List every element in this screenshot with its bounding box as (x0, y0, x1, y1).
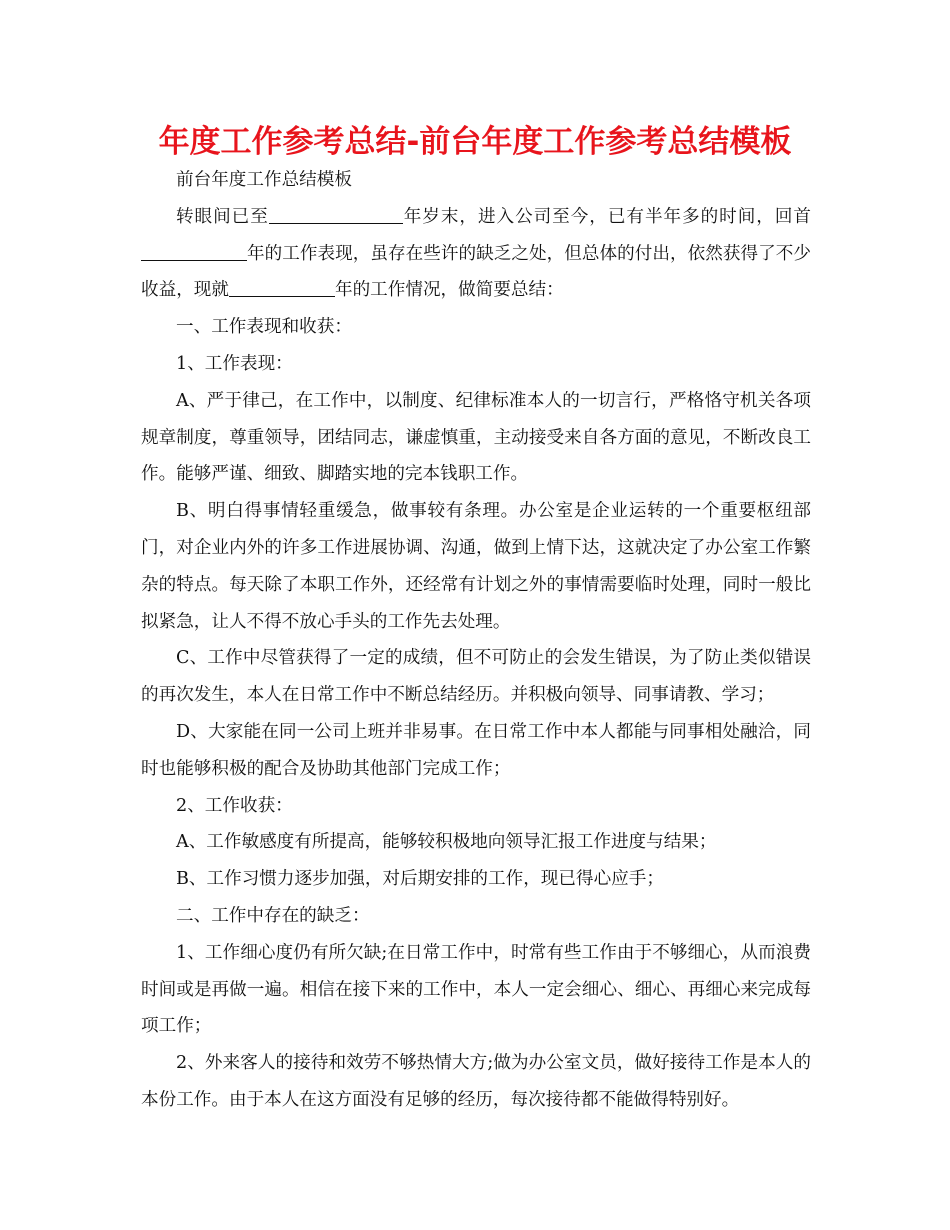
document-title: 年度工作参考总结-前台年度工作参考总结模板 (158, 124, 792, 160)
body-paragraph: B、明白得事情轻重缓急，做事较有条理。办公室是企业运转的一个重要枢纽部门，对企业内外的许多工作进展协调、沟通，做到上情下达，这就决定了办公室工作繁杂的特点。每天除了本职工作外，还经常有计划之外的事情需要临时处理，同时一般比拟紧急，让人不得不放心手头的工作先去处理。 (141, 501, 811, 632)
intro-text-2: 年岁末，进入公司至今，已有半年多的时间，回首 (402, 206, 811, 227)
body-paragraph: D、大家能在同一公司上班并非易事。在日常工作中本人都能与同事相处融洽，同时也能够积极的配合及协助其他部门完成工作； (141, 721, 811, 779)
subsection-heading-1: 1、工作表现： (176, 353, 293, 374)
subsection-heading-2: 2、工作收获： (176, 795, 293, 816)
intro-text-4: 年的工作情况，做简要总结： (334, 280, 564, 301)
intro-paragraph (141, 199, 811, 309)
body-paragraph: 2、外来客人的接待和效劳不够热情大方;做为办公室文员，做好接待工作是本人的本份工作。由于本人在这方面没有足够的经历，每次接待都不能做得特别好。 (141, 1053, 811, 1110)
blank-line-1 (269, 204, 403, 223)
blank-line-3 (229, 278, 335, 297)
blank-line-2 (141, 241, 247, 260)
document-subtitle: 前台年度工作总结模板 (176, 170, 352, 190)
intro-text-3: 年的工作表现，虽存在些许的缺乏之处，但总体的付出，依然获得了不少收益，现就 (141, 243, 811, 301)
intro-text-1: 转眼间已至 (176, 206, 269, 227)
body-paragraph: 1、工作细心度仍有所欠缺;在日常工作中，时常有些工作由于不够细心，从而浪费时间或是再做一遍。相信在接下来的工作中，本人一定会细心、细心、再细心来完成每项工作； (141, 942, 811, 1037)
body-paragraph: B、工作习惯力逐步加强，对后期安排的工作，现已得心应手； (176, 869, 664, 890)
section-heading-2: 二、工作中存在的缺乏： (176, 905, 370, 926)
body-paragraph: C、工作中尽管获得了一定的成绩，但不可防止的会发生错误，为了防止类似错误的再次发生，本人在日常工作中不断总结经历。并积极向领导、同事请教、学习； (141, 648, 811, 706)
document-body (141, 162, 811, 1119)
body-paragraph: A、工作敏感度有所提高，能够较积极地向领导汇报工作进度与结果； (176, 832, 717, 853)
section-heading-1: 一、工作表现和收获： (176, 317, 352, 338)
body-paragraph: A、严于律己，在工作中，以制度、纪律标准本人的一切言行，严格恪守机关各项规章制度，尊重领导，团结同志，谦虚慎重，主动接受来自各方面的意见，不断改良工作。能够严谨、细致、脚踏实地的完本钱职工作。 (141, 390, 811, 485)
